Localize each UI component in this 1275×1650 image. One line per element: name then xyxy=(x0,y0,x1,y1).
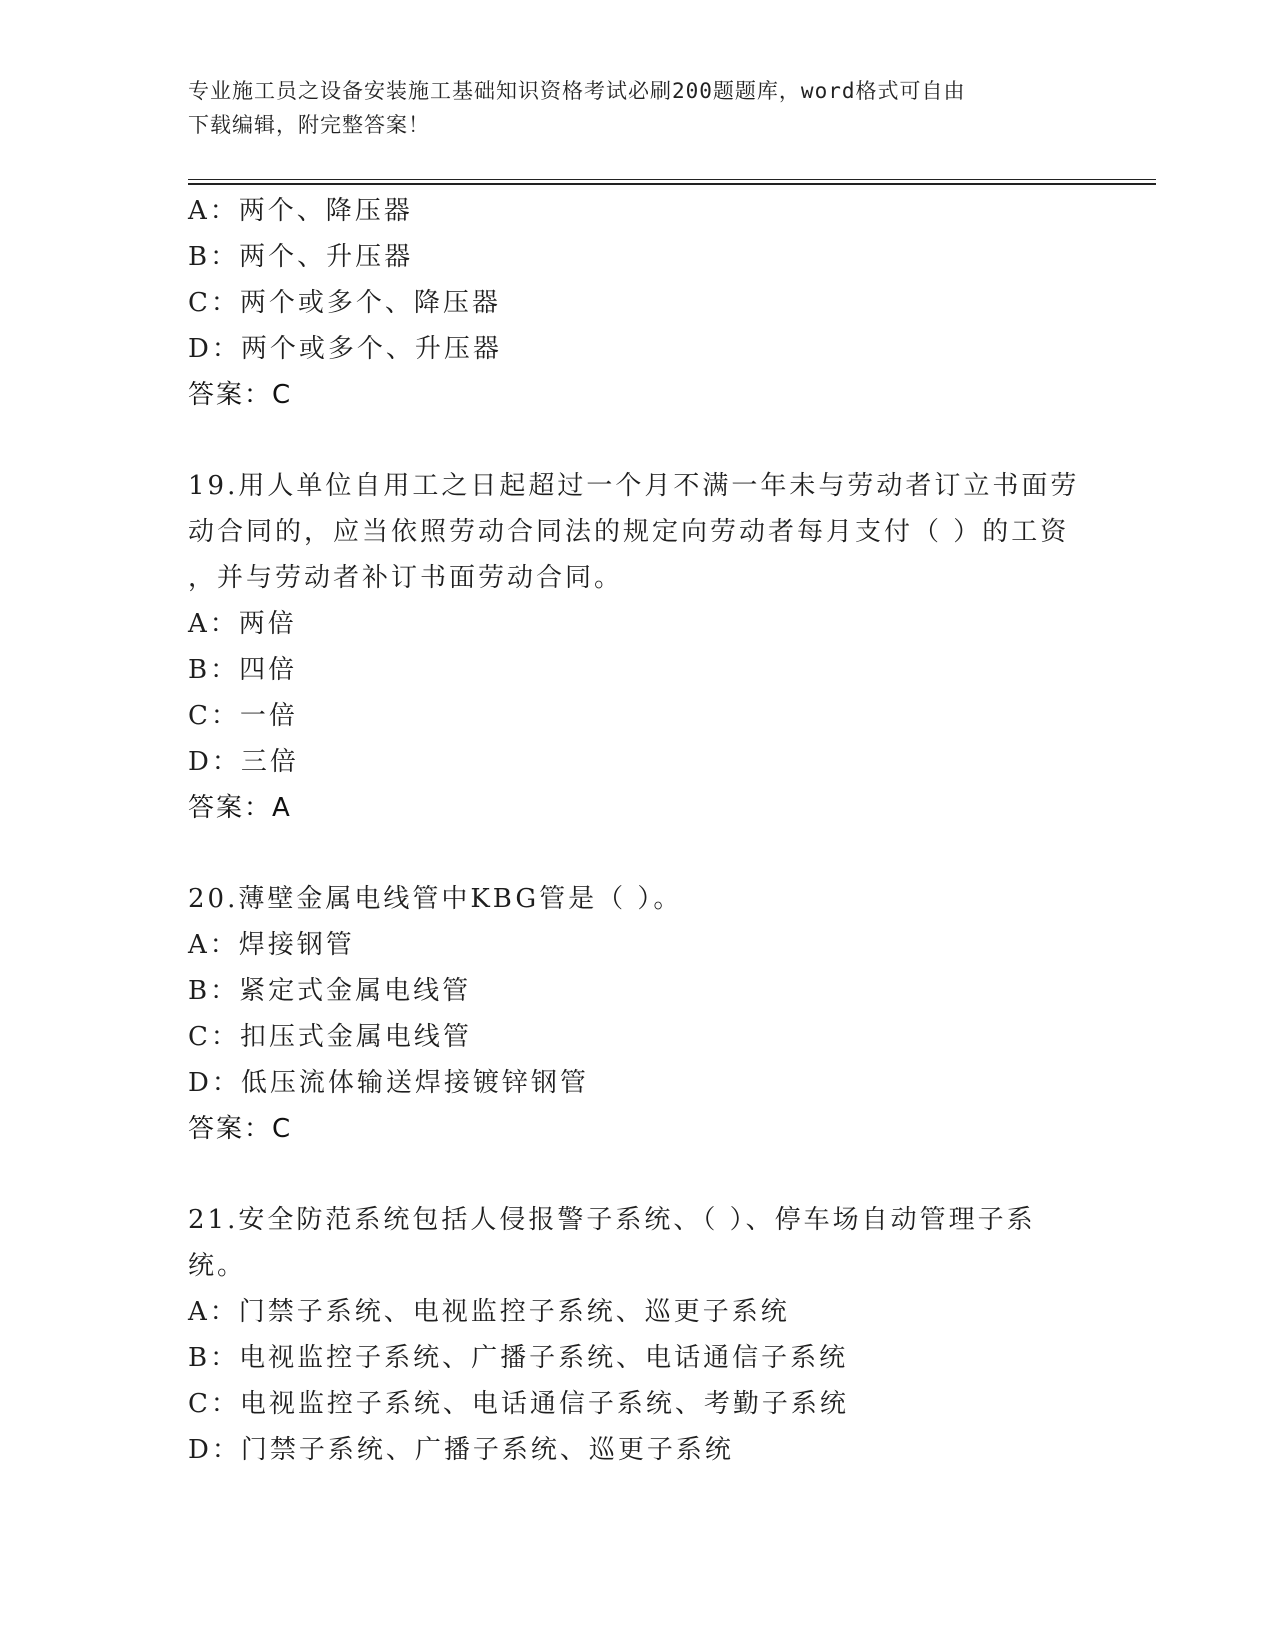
option-b: B：四倍 xyxy=(188,655,298,685)
option-c: C：电视监控子系统、电话通信子系统、考勤子系统 xyxy=(188,1389,849,1419)
option-a: A：门禁子系统、电视监控子系统、巡更子系统 xyxy=(188,1297,790,1327)
question-stem-line: 21.安全防范系统包括人侵报警子系统、（ ）、停车场自动管理子系 xyxy=(188,1205,1036,1235)
option-d: D：低压流体输送焊接镀锌钢管 xyxy=(188,1068,589,1098)
header-divider-thick xyxy=(188,183,1156,185)
question-stem-line: 统。 xyxy=(188,1251,247,1281)
option-c: C：扣压式金属电线管 xyxy=(188,1022,472,1052)
option-d: D：两个或多个、升压器 xyxy=(188,334,502,364)
option-b: B：紧定式金属电线管 xyxy=(188,976,472,1006)
question-stem-line: 19.用人单位自用工之日起超过一个月不满一年未与劳动者订立书面劳 xyxy=(188,471,1080,501)
question-list xyxy=(188,188,1088,1473)
question-stem-line: 动合同的，应当依照劳动合同法的规定向劳动者每月支付（ ）的工资 xyxy=(188,517,1070,547)
option-a: A：两倍 xyxy=(188,609,297,639)
option-d: D：三倍 xyxy=(188,747,299,777)
question-stem-line: ，并与劳动者补订书面劳动合同。 xyxy=(188,563,624,593)
question-20 xyxy=(188,876,1088,1152)
header-line-1: 专业施工员之设备安装施工基础知识资格考试必刷200题题库，word格式可自由 xyxy=(188,79,966,103)
option-d: D：门禁子系统、广播子系统、巡更子系统 xyxy=(188,1435,734,1465)
question-stem-line: 20.薄壁金属电线管中KBG管是（ ）。 xyxy=(188,884,683,914)
option-b: B：电视监控子系统、广播子系统、电话通信子系统 xyxy=(188,1343,849,1373)
document-header xyxy=(188,74,1088,142)
option-a: A：焊接钢管 xyxy=(188,930,355,960)
option-c: C：一倍 xyxy=(188,701,298,731)
header-line-2: 下载编辑，附完整答案！ xyxy=(188,113,430,137)
question-18 xyxy=(188,188,1088,418)
header-divider-thin xyxy=(188,179,1156,180)
question-19 xyxy=(188,463,1088,831)
answer: 答案：C xyxy=(188,380,293,410)
question-21 xyxy=(188,1197,1088,1473)
option-c: C：两个或多个、降压器 xyxy=(188,288,501,318)
answer: 答案：A xyxy=(188,793,292,823)
answer: 答案：C xyxy=(188,1114,293,1144)
option-a: A：两个、降压器 xyxy=(188,196,413,226)
option-b: B：两个、升压器 xyxy=(188,242,414,272)
